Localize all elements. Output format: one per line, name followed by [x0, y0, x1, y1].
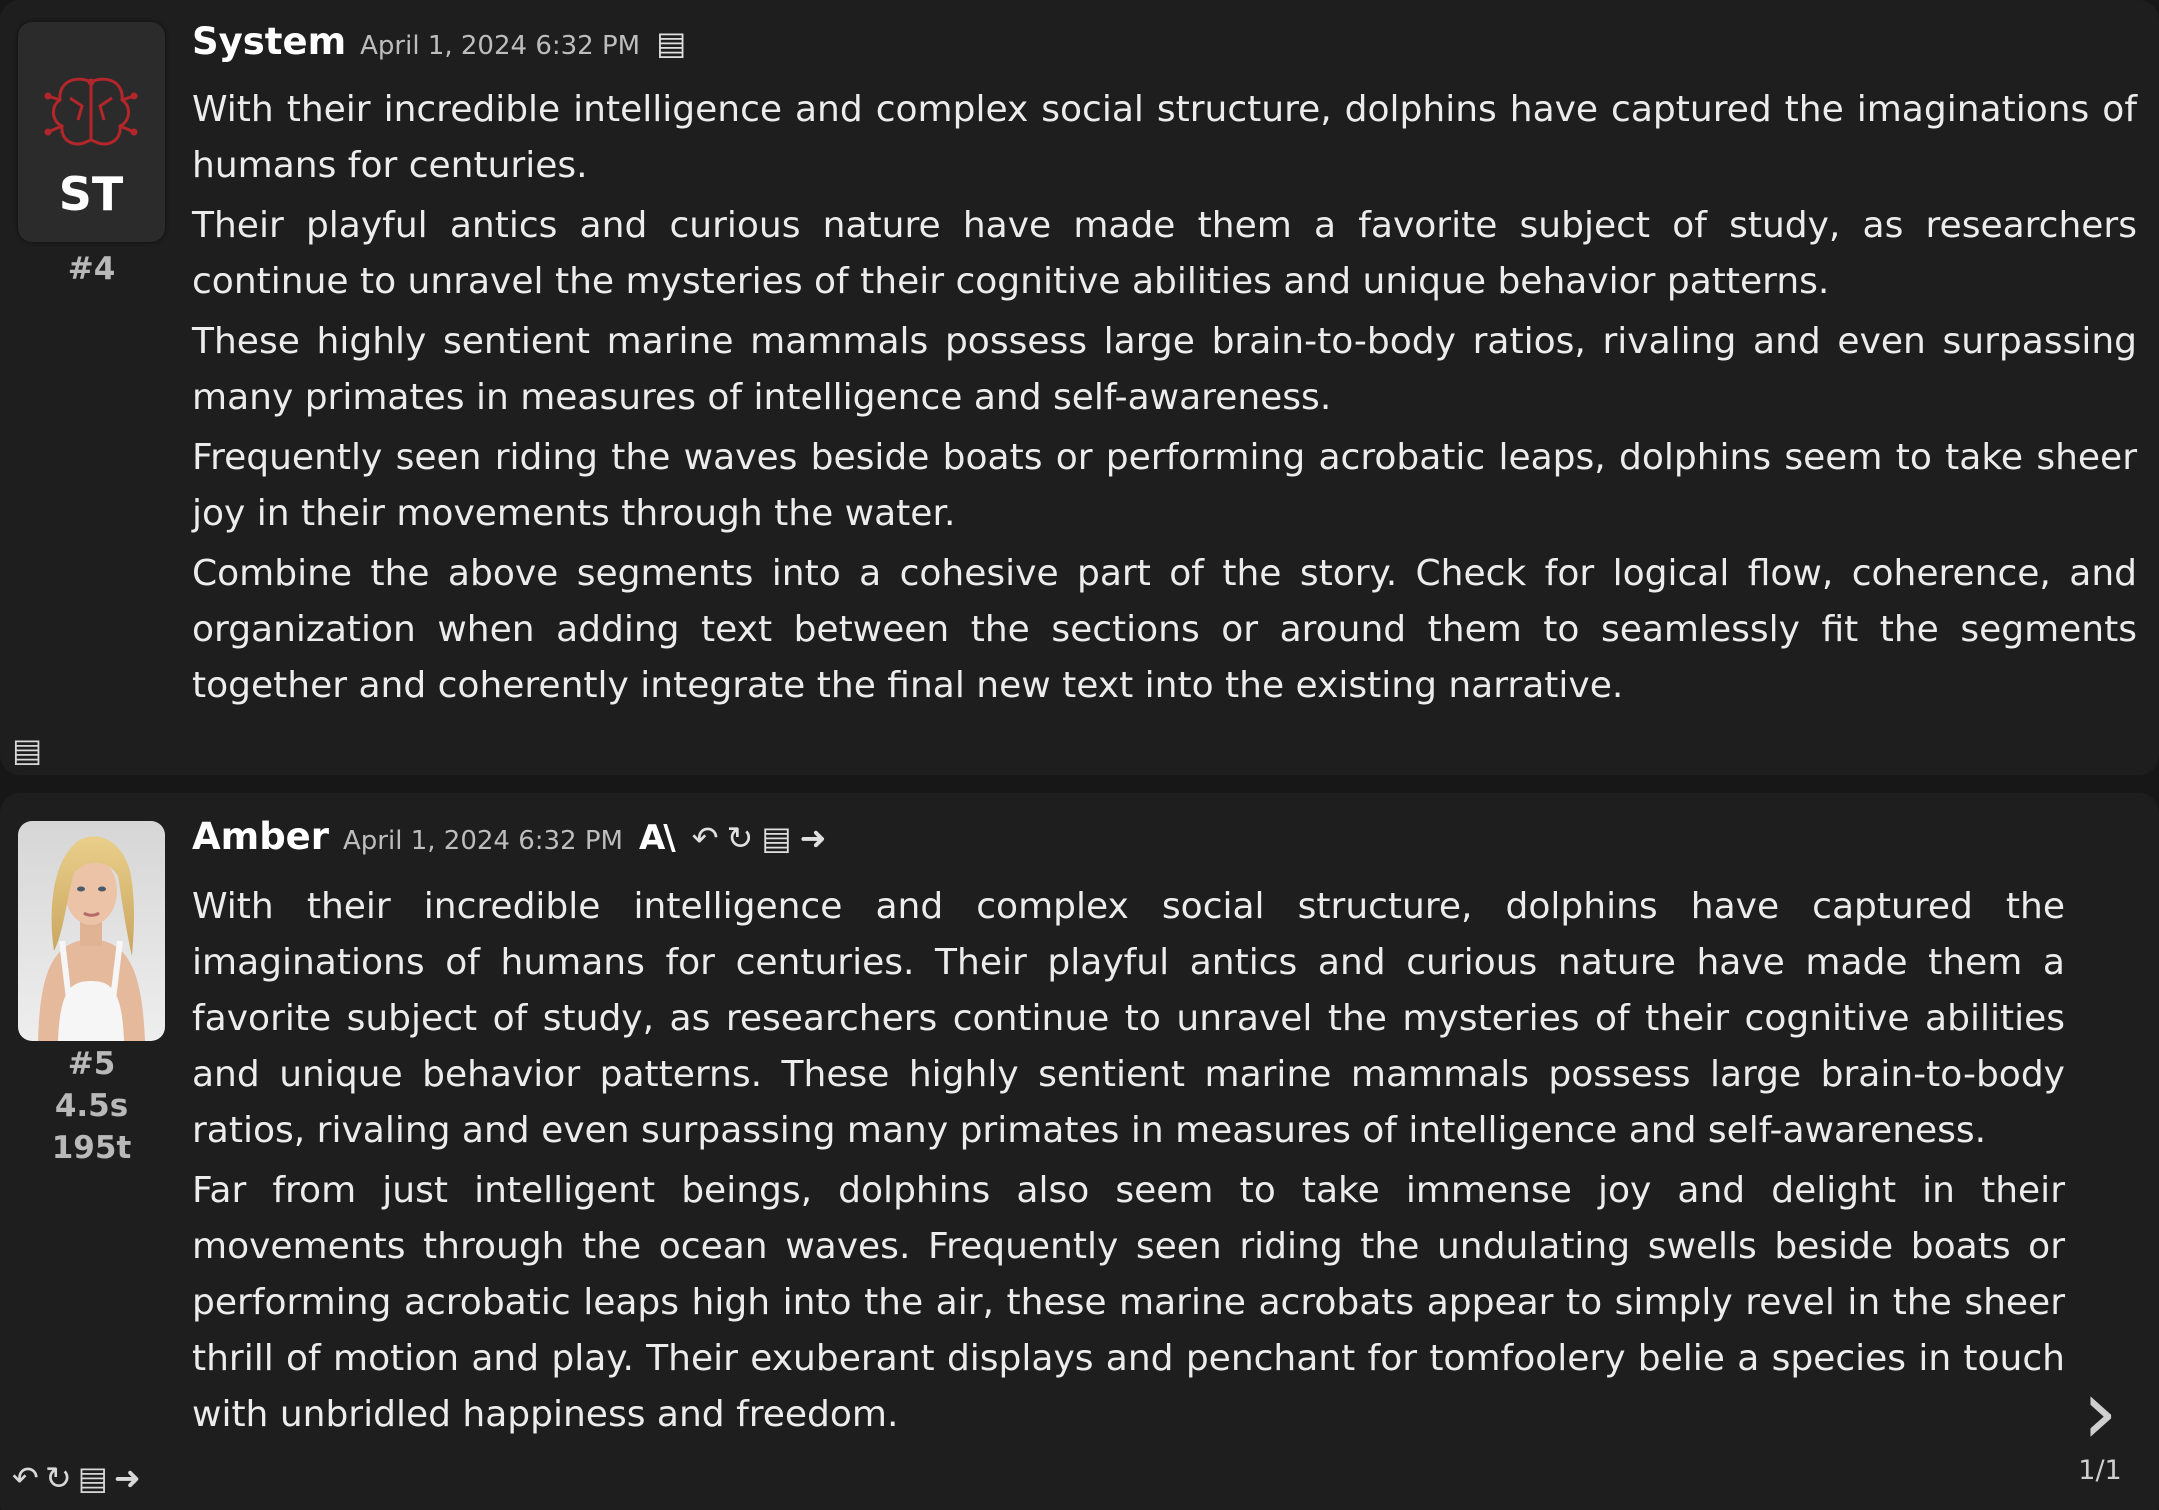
message-text: [192, 879, 2065, 1447]
token-count: 195t: [51, 1130, 132, 1166]
message-text: [192, 82, 2137, 718]
message-timestamp: April 1, 2024 6:32 PM: [360, 31, 641, 61]
sender-name[interactable]: System: [192, 20, 347, 63]
message-paragraph: Far from just intelligent beings, dolphins also seem to take immense joy and delight in their movements through the ocean waves. Frequently seen riding the undulating swells beside boats or performing acrobatic leaps high into the air, these marine acrobats appear to simply revel in the sheer thrill of motion and play. Their exuberant displays and penchant for tomfoolery belie a species in touch with unbridled happiness and freedom.: [192, 1170, 2065, 1435]
swipe-counter: 1/1: [2078, 1455, 2122, 1486]
message-footer-actions: [12, 731, 42, 769]
avatar-label: ST: [58, 167, 124, 221]
system-avatar[interactable]: [18, 22, 165, 242]
message-paragraph: Combine the above segments into a cohesive part of the story. Check for logical flow, coherence, and organization when adding text between the sections or around them to seamlessly fit the segments together and coherently integrate the final new text into the existing narrative.: [192, 553, 2137, 706]
message-header: [192, 815, 826, 858]
chevron-right-icon[interactable]: ›: [2082, 1360, 2118, 1465]
anthropic-model-icon: A\: [638, 818, 674, 858]
sender-name[interactable]: Amber: [192, 815, 330, 858]
message-timestamp: April 1, 2024 6:32 PM: [343, 826, 623, 856]
undo-icon[interactable]: ↶: [12, 1459, 39, 1497]
message-header: [192, 20, 686, 63]
continue-arrow-icon[interactable]: ➜: [113, 1459, 141, 1497]
message-paragraph: With their incredible intelligence and complex social structure, dolphins have captured the imaginations of humans for centuries.: [192, 89, 2137, 186]
st-logo-icon: [18, 22, 165, 242]
regenerate-icon[interactable]: ↻: [726, 819, 754, 857]
continue-arrow-icon[interactable]: ➜: [799, 819, 827, 857]
message-paragraph: These highly sentient marine mammals possess large brain-to-body ratios, rivaling and even surpassing many primates in measures of intelligence and self-awareness.: [192, 321, 2137, 418]
message-index: #4: [67, 251, 116, 287]
prompt-icon[interactable]: ▤: [77, 1459, 108, 1497]
amber-avatar[interactable]: [18, 821, 165, 1041]
message-paragraph: With their incredible intelligence and complex social structure, dolphins have captured the imaginations of humans for centuries. Their playful antics and curious nature have made them a favorite subject of study, as researchers continue to unravel the mysteries of their cognitive abilities and unique behavior patterns. These highly sentient marine mammals possess large brain-to-body ratios, rivaling and even surpassing many primates in measures of intelligence and self-awareness.: [192, 886, 2065, 1151]
prompt-icon[interactable]: ▤: [656, 24, 687, 62]
swipe-right-control[interactable]: [2065, 1360, 2135, 1486]
message-amber: [0, 793, 2159, 1510]
regenerate-icon[interactable]: ↻: [44, 1459, 72, 1497]
message-paragraph: Frequently seen riding the waves beside boats or performing acrobatic leaps, dolphins seem to take sheer joy in their movements through the water.: [192, 437, 2137, 534]
prompt-icon[interactable]: ▤: [12, 731, 43, 769]
message-meta: [18, 248, 165, 290]
message-footer-actions: [12, 1459, 141, 1497]
generation-time: 4.5s: [54, 1088, 129, 1124]
prompt-icon[interactable]: ▤: [761, 819, 792, 857]
message-index: #5: [67, 1046, 116, 1082]
message-paragraph: Their playful antics and curious nature have made them a favorite subject of study, as researchers continue to unravel the mysteries of their cognitive abilities and unique behavior patterns.: [192, 205, 2137, 302]
message-meta: [18, 1043, 165, 1169]
undo-icon[interactable]: ↶: [691, 819, 719, 857]
amber-portrait-image: [18, 821, 165, 1041]
